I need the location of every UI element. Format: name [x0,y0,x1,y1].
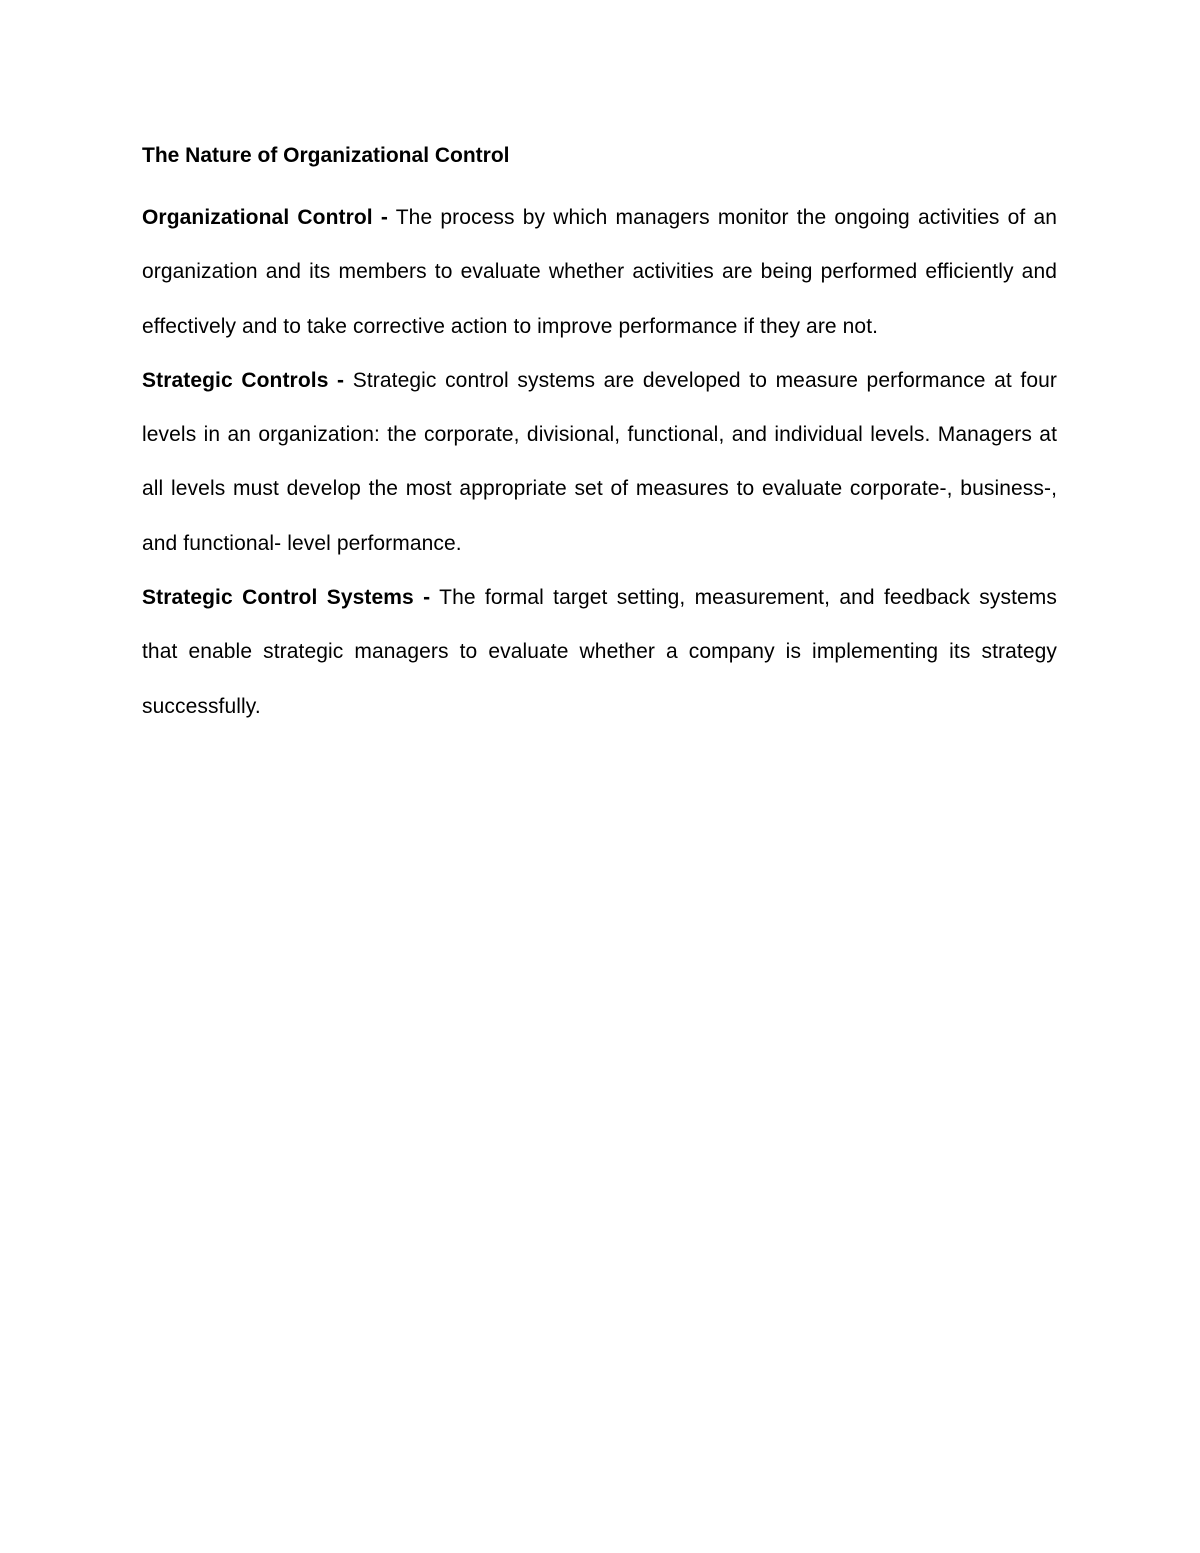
term-definition: The process by which managers monitor the ongoing activities of an organization and its members to evaluate whether activities are being performed efficiently and effectively and to take corrective action to improve performance if they are not. [142,206,1058,338]
section-strategic-control-systems [142,571,1057,734]
term-label: Strategic Controls - [142,368,345,392]
section-organizational-control [142,191,1057,354]
term-definition: The formal target setting, measurement, and feedback systems that enable strategic managers to evaluate whether a company is implementing its strategy successfully. [142,586,1057,718]
document-body [142,137,1057,734]
term-label: Strategic Control Systems - [142,586,431,610]
section-strategic-controls [142,354,1057,571]
document-title: The Nature of Organizational Control [142,144,510,167]
term-definition: Strategic control systems are developed to measure performance at four levels in an organization: the corporate, divisional, functional, and individual levels. Managers at all levels must develop the most appropriate set of measures to evaluate corporate-, business-, and functional- level performance. [142,368,1057,555]
term-label: Organizational Control - [142,206,388,229]
